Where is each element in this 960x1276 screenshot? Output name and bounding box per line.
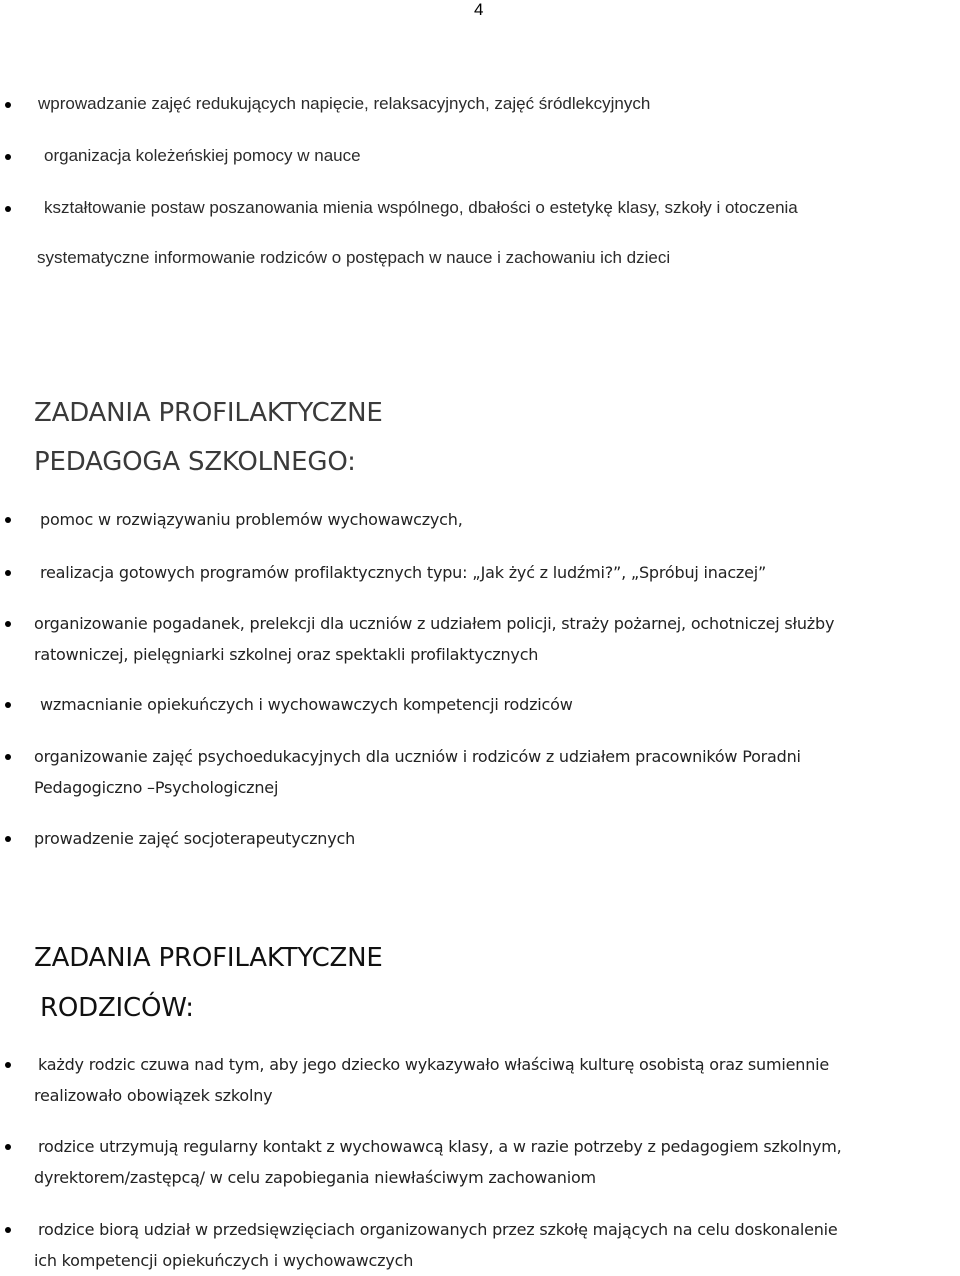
section-heading: ZADANIA PROFILAKTYCZNE	[34, 943, 383, 973]
page-number: 4	[474, 0, 484, 19]
list-item-text: ich kompetencji opiekuńczych i wychowawczych	[34, 1251, 414, 1270]
list-item-text: ratowniczej, pielęgniarki szkolnej oraz spektakli profilaktycznych	[34, 645, 539, 664]
list-item-text: każdy rodzic czuwa nad tym, aby jego dziecko wykazywało właściwą kulturę osobistą oraz sumiennie	[38, 1055, 830, 1074]
section-heading: RODZICÓW:	[40, 993, 194, 1023]
list-item-text: organizacja koleżeńskiej pomocy w nauce	[44, 146, 361, 165]
bullet-icon	[5, 1144, 11, 1150]
bullet-icon	[5, 621, 11, 627]
list-item-text: prowadzenie zajęć socjoterapeutycznych	[34, 829, 356, 848]
bullet-icon	[5, 836, 11, 842]
list-item-text: wzmacnianie opiekuńczych i wychowawczych kompetencji rodziców	[40, 695, 573, 714]
list-item-text: rodzice utrzymują regularny kontakt z wychowawcą klasy, a w razie potrzeby z pedagogiem szkolnym,	[38, 1137, 842, 1156]
list-item-text: kształtowanie postaw poszanowania mienia wspólnego, dbałości o estetykę klasy, szkoły i otoczenia	[44, 198, 798, 217]
list-item-text: Pedagogiczno –Psychologicznej	[34, 778, 279, 797]
list-item-text: dyrektorem/zastępcą/ w celu zapobiegania niewłaściwym zachowaniom	[34, 1168, 596, 1187]
list-item-text: organizowanie pogadanek, prelekcji dla uczniów z udziałem policji, straży pożarnej, ochotniczej służby	[34, 614, 835, 633]
bullet-icon	[5, 517, 11, 523]
bullet-icon	[5, 1227, 11, 1233]
bullet-icon	[5, 206, 11, 212]
bullet-icon	[5, 102, 11, 108]
section-heading: ZADANIA PROFILAKTYCZNE	[34, 398, 383, 428]
list-item-text: realizacja gotowych programów profilaktycznych typu: „Jak żyć z ludźmi?”, „Spróbuj inaczej”	[40, 563, 767, 582]
list-item-text: organizowanie zajęć psychoedukacyjnych dla uczniów i rodziców z udziałem pracowników Poradni	[34, 747, 801, 766]
bullet-icon	[5, 1062, 11, 1068]
bullet-icon	[5, 754, 11, 760]
section-heading: PEDAGOGA SZKOLNEGO:	[34, 447, 356, 477]
bullet-icon	[5, 702, 11, 708]
list-item-text: wprowadzanie zajęć redukujących napięcie, relaksacyjnych, zajęć śródlekcyjnych	[38, 94, 651, 113]
list-item-text: realizowało obowiązek szkolny	[34, 1086, 273, 1105]
list-item-text: rodzice biorą udział w przedsięwzięciach organizowanych przez szkołę mających na celu doskonalenie	[38, 1220, 838, 1239]
bullet-icon	[5, 154, 11, 160]
bullet-icon	[5, 570, 11, 576]
list-item-text: pomoc w rozwiązywaniu problemów wychowawczych,	[40, 510, 463, 529]
list-item-text: systematyczne informowanie rodziców o postępach w nauce i zachowaniu ich dzieci	[37, 248, 671, 267]
